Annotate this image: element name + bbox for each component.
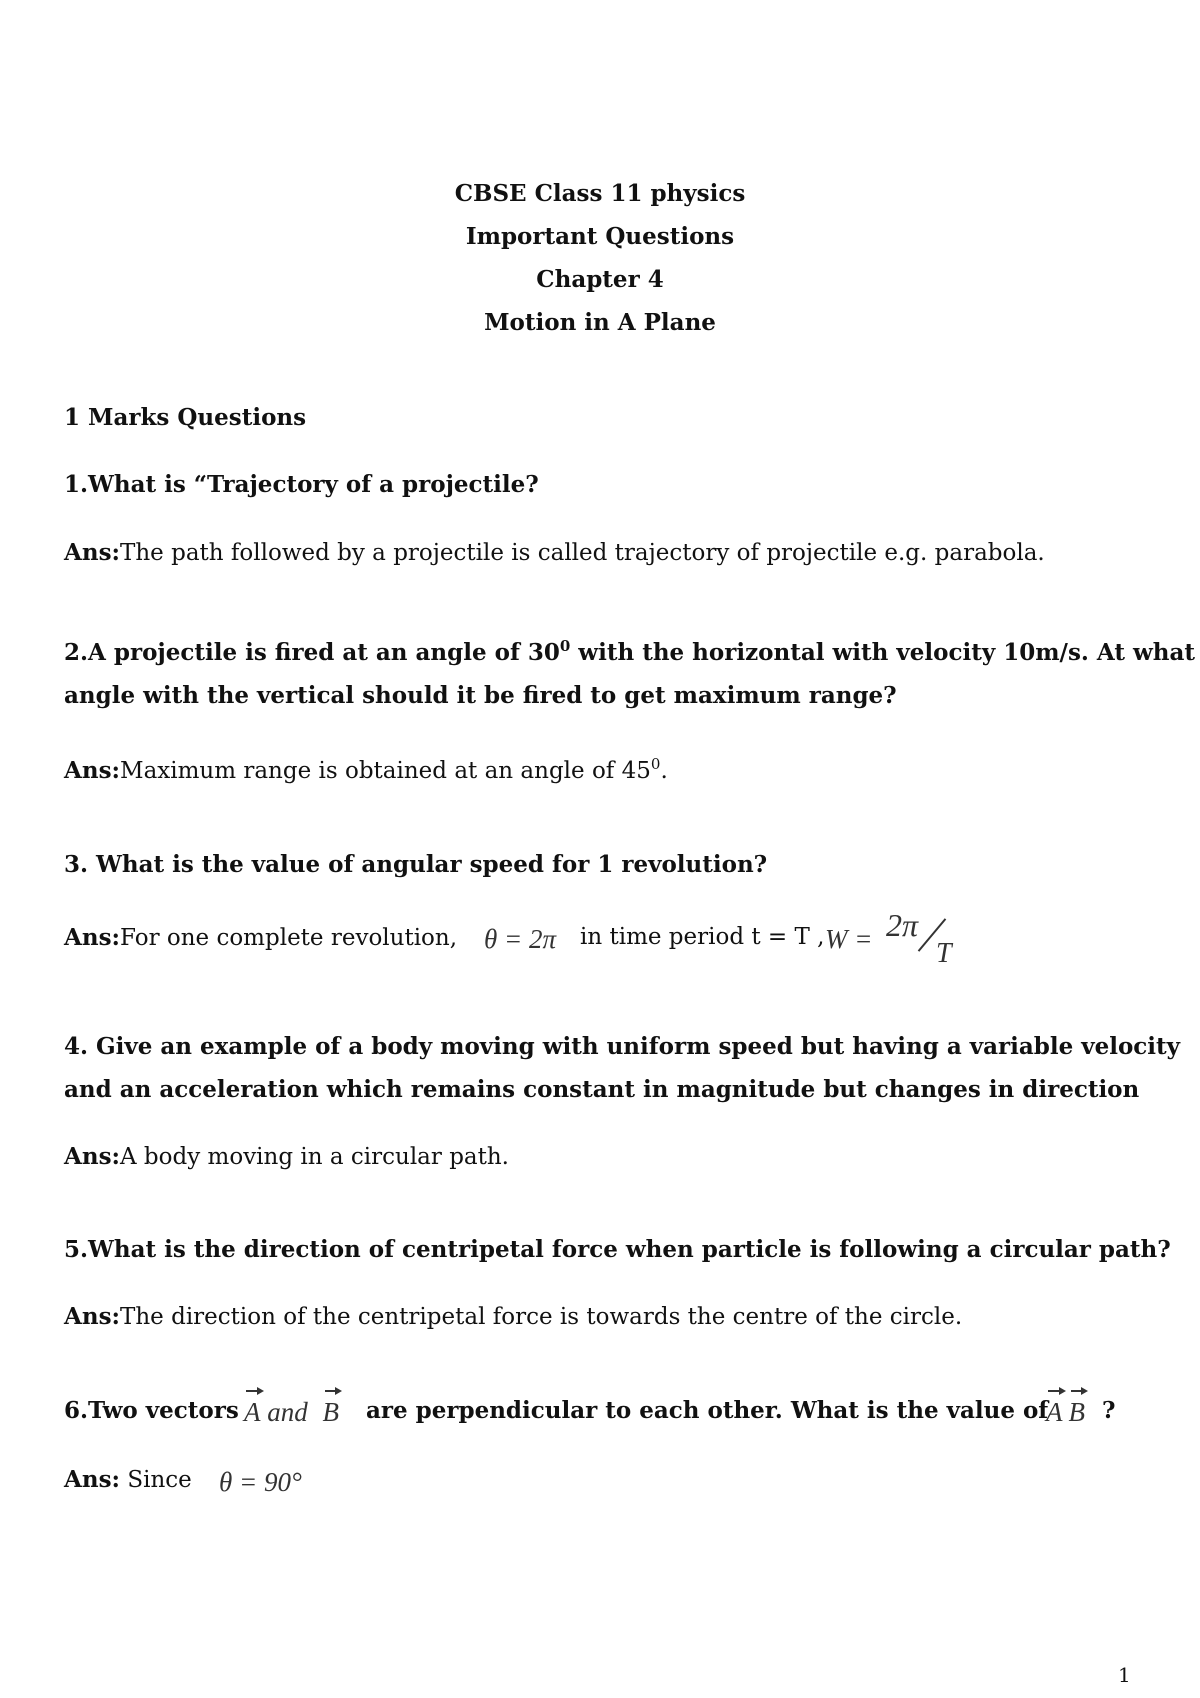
q4-answer (64, 1142, 509, 1173)
q6-vectors-a-and-b (244, 1395, 339, 1430)
answer-label: Ans: (64, 1143, 121, 1170)
q2-question-text-a: 2.A projectile is fired at an angle of 30 (64, 639, 560, 666)
q4-answer-text: A body moving in a circular path. (120, 1144, 509, 1170)
q5-answer (64, 1302, 962, 1333)
header-line-2: Important Questions (465, 223, 735, 250)
answer-label: Ans: (64, 1303, 121, 1330)
q2-question-text-b: with the horizontal with velocity 10m/s. At what (570, 639, 1196, 666)
q3-theta-formula: θ = 2π (484, 924, 557, 954)
q3-question: 3. What is the value of angular speed for 1 revolution? (64, 851, 768, 878)
q3-answer-text-b: in time period t = T , (580, 924, 825, 950)
answer-label: Ans: (64, 757, 121, 784)
q2-question-line-2: angle with the vertical should it be fired to get maximum range? (64, 682, 897, 709)
answer-label: Ans: (64, 924, 121, 951)
q3-w-formula: W = (825, 924, 873, 954)
q3-answer (64, 923, 457, 954)
q6-and-word: and (267, 1397, 308, 1427)
q6-answer-text: Since (120, 1467, 192, 1493)
q2-degree-sup: 0 (559, 637, 571, 655)
q6-answer (64, 1465, 192, 1496)
q1-question: 1.What is “Trajectory of a projectile? (64, 471, 539, 498)
page-number: 1 (1118, 1663, 1131, 1687)
q3-fraction-denominator: T (936, 938, 952, 969)
q5-answer-text: The direction of the centripetal force is towards the centre of the circle. (120, 1304, 963, 1330)
q2-answer-text-b: . (660, 758, 668, 784)
q2-answer-degree-sup: 0 (650, 755, 661, 773)
answer-label: Ans: (64, 539, 121, 566)
vector-a: A (244, 1395, 261, 1430)
q3-fraction-numerator: 2π (886, 907, 919, 943)
q6-question-mark: ? (1102, 1397, 1116, 1424)
q2-question-line-1 (64, 638, 1195, 668)
q5-question: 5.What is the direction of centripetal force when particle is following a circular path? (64, 1236, 1171, 1263)
vector-a-2: A (1046, 1395, 1063, 1430)
q4-question-line-2: and an acceleration which remains constant in magnitude but changes in direction (64, 1076, 1140, 1103)
q4-question-line-1: 4. Give an example of a body moving with uniform speed but having a variable velocity (64, 1033, 1181, 1060)
q6-dot-product (1046, 1395, 1085, 1430)
q6-question-text-a: 6.Two vectors (64, 1397, 239, 1424)
header-line-1: CBSE Class 11 physics (454, 180, 746, 207)
vector-b-2: B (1069, 1395, 1086, 1430)
section-title: 1 Marks Questions (64, 404, 307, 431)
vector-b: B (323, 1395, 340, 1430)
answer-label: Ans: (64, 1466, 121, 1493)
q1-answer-text: The path followed by a projectile is called trajectory of projectile e.g. parabola. (120, 540, 1045, 566)
q2-answer (64, 756, 668, 787)
q2-answer-text-a: Maximum range is obtained at an angle of 45 (120, 758, 651, 784)
q6-theta-formula: θ = 90° (219, 1467, 302, 1497)
q1-answer (64, 538, 1045, 569)
header-line-3: Chapter 4 (536, 266, 664, 293)
q6-question-text-b: are perpendicular to each other. What is the value of (366, 1397, 1049, 1424)
q3-answer-text-a: For one complete revolution, (120, 925, 458, 951)
header-line-4: Motion in A Plane (484, 309, 716, 336)
